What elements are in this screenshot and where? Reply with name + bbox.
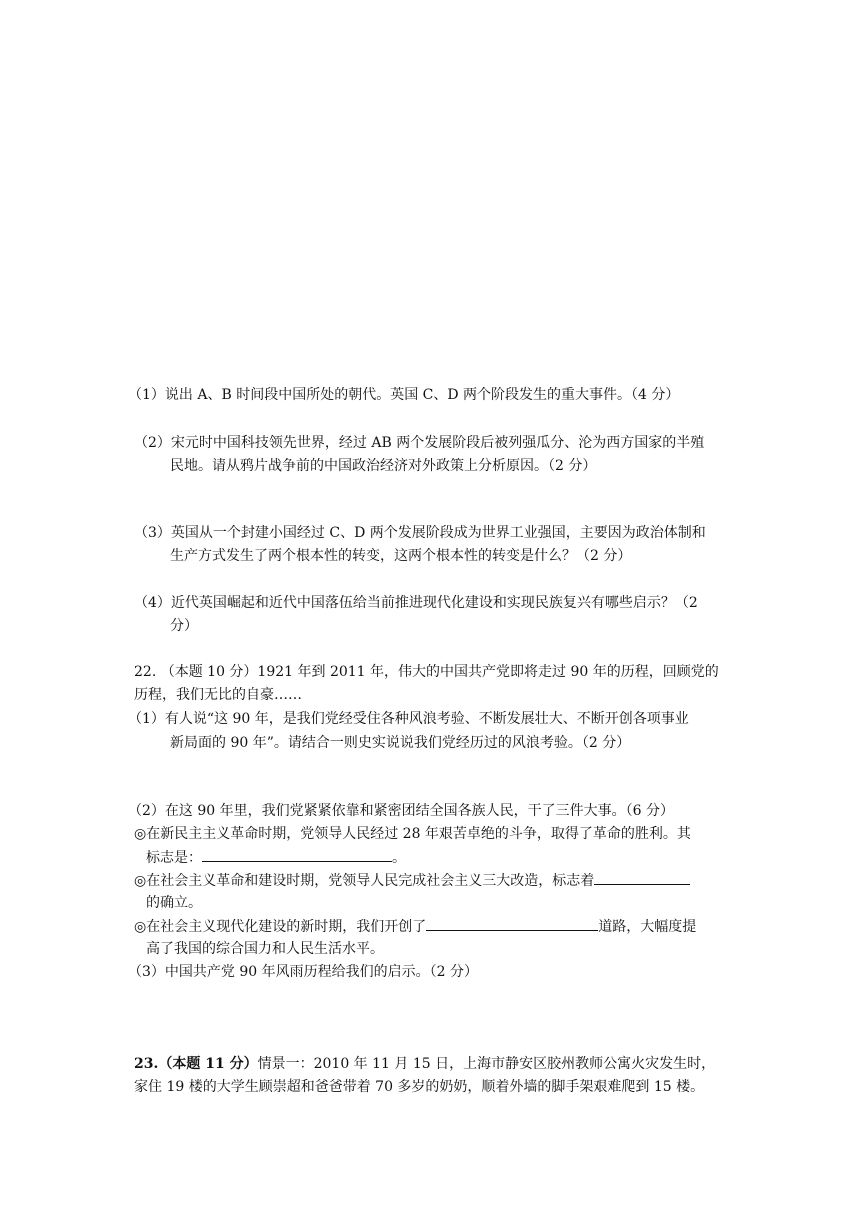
q23-line2: 家住 19 楼的大学生顾崇超和爸爸带着 70 多岁的奶奶，顺着外墙的脚手架艰难爬到 15 楼。 [134, 1079, 705, 1095]
q22-sub1-line2: 新局面的 90 年”。请结合一则史实说说我们党经历过的风浪考验。（2 分） [170, 735, 631, 751]
q21-sub2-line2: 民地。请从鸦片战争前的中国政治经济对外政策上分析原因。（2 分） [170, 458, 597, 474]
q22-sub3: （3）中国共产党 90 年风雨历程给我们的启示。（2 分） [128, 964, 478, 980]
item3-text-a: ◎在社会主义现代化建设的新时期，我们开创了 [134, 919, 427, 935]
q22-item1-line2 [146, 847, 406, 868]
q23-line1 [134, 1054, 715, 1074]
q21-sub4-line1: （4）近代英国崛起和近代中国落伍给当前推进现代化建设和实现民族复兴有哪些启示？（2 [134, 595, 698, 611]
q21-sub3-line2: 生产方式发生了两个根本性的转变，这两个根本性的转变是什么？（2 分） [170, 548, 632, 564]
q22-intro-line1: 22. （本题 10 分）1921 年到 2011 年，伟大的中国共产党即将走过 90 年的历程，回顾党的 [134, 664, 719, 680]
item3-text-b: 道路，大幅度提 [598, 919, 697, 935]
item1-prefix: 标志是： [146, 850, 202, 866]
q22-item2-line1 [134, 870, 690, 891]
answer-blank-1[interactable] [202, 847, 392, 862]
q21-sub1: （1）说出 A、B 时间段中国所处的朝代。英国 C、D 两个阶段发生的重大事件。（4 分） [128, 387, 680, 403]
item2-text: ◎在社会主义革命和建设时期，党领导人民完成社会主义三大改造，标志着 [134, 873, 595, 889]
q22-item3-line1 [134, 916, 696, 937]
q21-sub4-line2: 分） [170, 618, 198, 634]
answer-blank-3[interactable] [426, 916, 598, 931]
item1-suffix: 。 [392, 850, 406, 866]
q22-item2-line2: 的确立。 [146, 895, 202, 911]
q22-intro-line2: 历程，我们无比的自豪…… [134, 687, 302, 703]
answer-blank-2[interactable] [594, 870, 690, 885]
q21-sub2-line1: （2）宋元时中国科技领先世界，经过 AB 两个发展阶段后被列强瓜分、沦为西方国家的半殖 [134, 435, 705, 451]
q22-sub2: （2）在这 90 年里，我们党紧紧依靠和紧密团结全国各族人民，干了三件大事。（6 分） [128, 803, 674, 819]
q22-item1-line1: ◎在新民主主义革命时期，党领导人民经过 28 年艰苦卓绝的斗争，取得了革命的胜利。其 [134, 826, 691, 842]
q21-sub3-line1: （3）英国从一个封建小国经过 C、D 两个发展阶段成为世界工业强国，主要因为政治体制和 [134, 525, 706, 541]
q23-line1-text: 情景一：2010 年 11 月 15 日，上海市静安区胶州教师公寓火灾发生时， [257, 1056, 716, 1072]
q22-item3-line2: 高了我国的综合国力和人民生活水平。 [146, 941, 384, 957]
q22-sub1-line1: （1）有人说“这 90 年，是我们党经受住各种风浪考验、不断发展壮大、不断开创各项事业 [128, 711, 689, 727]
q23-label: 23.（本题 11 分） [134, 1056, 258, 1072]
